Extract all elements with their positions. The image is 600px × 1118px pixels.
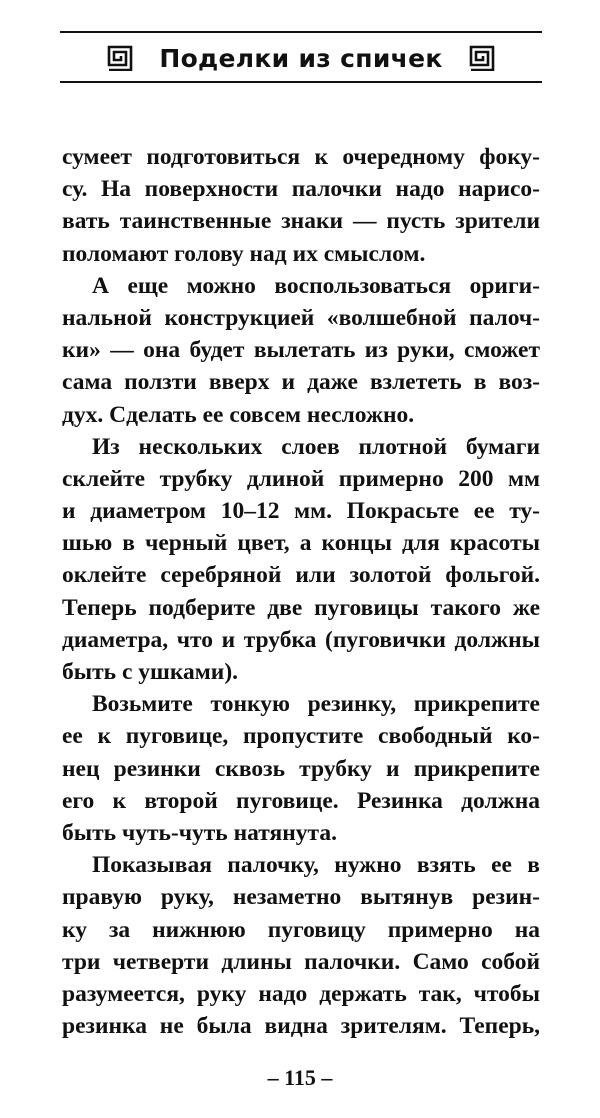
header-top-rule — [60, 31, 542, 33]
text-line: ки» — она будет вылетать из руки, сможет — [62, 337, 540, 364]
text-line: вать таинственные знаки — пусть зрители — [62, 208, 540, 235]
paragraph — [62, 431, 540, 689]
text-line: нальной конструкцией «волшебной палоч- — [62, 304, 540, 331]
text-line: его к второй пуговице. Резинка должна — [62, 787, 540, 814]
text-line: ее к пуговице, пропустите свободный ко- — [62, 723, 540, 750]
running-header — [60, 38, 542, 78]
page-number: – 115 – — [267, 1065, 333, 1090]
text-line: ку за нижнюю пуговицу примерно на — [62, 916, 540, 943]
text-line: сумеет подготовиться к очередному фоку- — [62, 144, 540, 170]
text-line: Из нескольких слоев плотной бумаги — [92, 433, 540, 460]
text-line: Теперь подберите две пуговицы такого же — [62, 594, 540, 621]
greek-meander-icon — [107, 45, 133, 71]
paragraph — [62, 849, 540, 1042]
text-line: диаметра, что и трубка (пуговички должны — [62, 626, 540, 653]
paragraph — [62, 270, 540, 431]
text-line: три четверти длины палочки. Само собой — [62, 948, 540, 975]
text-line: разумеется, руку надо держать так, чтобы — [62, 980, 540, 1007]
text-line: шью в черный цвет, а концы для красоты — [62, 530, 540, 557]
text-line: резинка не была видна зрителям. Теперь, — [62, 1013, 540, 1040]
text-line: сама ползти вверх и даже взлететь в воз- — [62, 369, 540, 396]
text-line: А еще можно воспользоваться ориги- — [92, 272, 540, 299]
text-line: правую руку, незаметно вытянув резин- — [62, 884, 540, 911]
text-line: быть чуть-чуть натянута. — [62, 819, 337, 846]
text-line: быть с ушками). — [62, 659, 239, 685]
text-line: и диаметром 10–12 мм. Покрасьте ее ту- — [62, 498, 540, 525]
text-line: су. На поверхности палочки надо нарисо- — [62, 176, 540, 203]
header-bottom-rule — [60, 81, 542, 83]
paragraph — [62, 141, 540, 270]
running-header-title: Поделки из спичек — [159, 43, 443, 73]
page-body-text — [62, 141, 540, 1042]
text-line: нец резинки сквозь трубку и прикрепите — [62, 755, 540, 782]
greek-meander-icon — [469, 45, 495, 71]
text-line: дух. Сделать ее совсем несложно. — [62, 401, 415, 428]
paragraph — [62, 688, 540, 849]
text-line: склейте трубку длиной примерно 200 мм — [62, 465, 540, 492]
text-line: оклейте серебряной или золотой фольгой. — [62, 562, 540, 589]
text-line: поломают голову над их смыслом. — [62, 240, 426, 267]
text-line: Показывая палочку, нужно взять ее в — [92, 852, 540, 879]
text-line: Возьмите тонкую резинку, прикрепите — [92, 691, 540, 718]
